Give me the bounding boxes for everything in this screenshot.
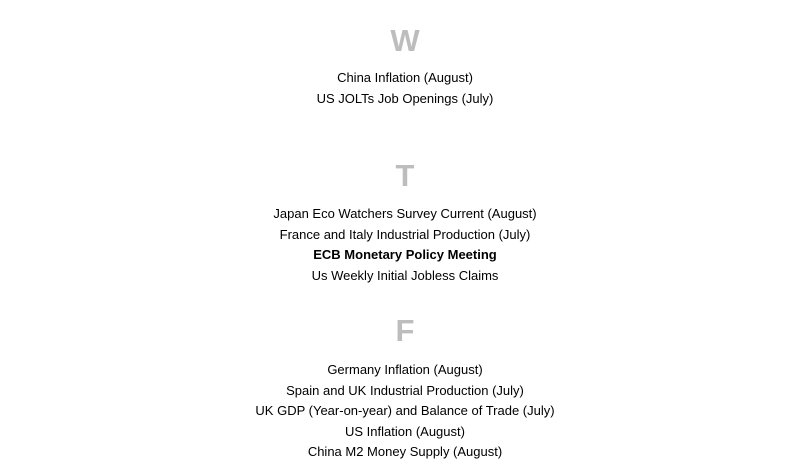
event-item: Spain and UK Industrial Production (July) (286, 382, 524, 398)
event-item: China Inflation (August) (337, 70, 473, 85)
event-item: France and Italy Industrial Production (July) (279, 226, 531, 242)
day-letter-thursday: T (395, 158, 415, 193)
event-item: US JOLTs Job Openings (July) (316, 90, 494, 106)
event-item: Us Weekly Initial Jobless Claims (311, 267, 499, 283)
day-letter-wednesday: W (390, 23, 420, 58)
event-item: China M2 Money Supply (August) (307, 444, 503, 459)
event-item: Germany Inflation (August) (327, 362, 483, 377)
day-section-thursday (0, 159, 810, 286)
day-letter-friday: F (395, 313, 415, 348)
event-list-wednesday (0, 68, 810, 109)
event-list-friday (0, 360, 810, 463)
event-list-thursday (0, 204, 810, 286)
day-section-friday (0, 314, 810, 463)
day-section-wednesday (0, 24, 810, 109)
event-item: UK GDP (Year-on-year) and Balance of Trade (July) (255, 403, 555, 418)
event-item: US Inflation (August) (345, 423, 465, 439)
event-item-highlight: ECB Monetary Policy Meeting (313, 247, 497, 262)
event-item: Japan Eco Watchers Survey Current (August) (273, 206, 537, 221)
